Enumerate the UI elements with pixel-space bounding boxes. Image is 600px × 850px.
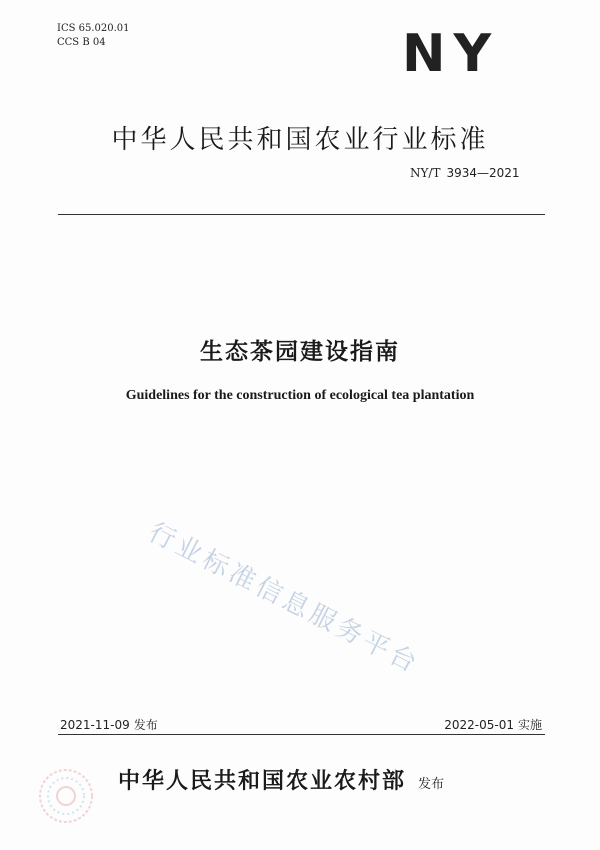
watermark: 行业标准信息服务平台 [143, 517, 425, 681]
issue-label: 发布 [133, 718, 158, 732]
issue-date-block [60, 716, 158, 733]
effective-date: 2022-05-01 [444, 718, 514, 732]
ics-code: ICS 65.020.01 [57, 23, 130, 34]
classification-block [57, 22, 130, 50]
standard-number [410, 166, 520, 180]
top-divider [58, 214, 545, 215]
publisher-name: 中华人民共和国农业农村部 [118, 769, 407, 794]
standard-number-value: 3934—2021 [446, 166, 520, 180]
ny-logo: NY [402, 24, 500, 84]
standard-number-prefix: NY/T [410, 166, 441, 180]
ccs-code: CCS B 04 [57, 37, 106, 48]
seal-stamp-icon [38, 768, 94, 824]
effective-date-block [444, 716, 542, 733]
publisher-line [118, 764, 444, 795]
standard-category-title: 中华人民共和国农业行业标准 [111, 125, 489, 155]
document-title: 生态茶园建设指南 [200, 339, 400, 365]
issue-date: 2021-11-09 [60, 718, 130, 732]
publisher-verb: 发布 [418, 777, 445, 792]
effective-label: 实施 [517, 718, 542, 732]
document-subtitle: Guidelines for the construction of ecological tea plantation [125, 388, 475, 403]
bottom-divider [58, 734, 545, 735]
